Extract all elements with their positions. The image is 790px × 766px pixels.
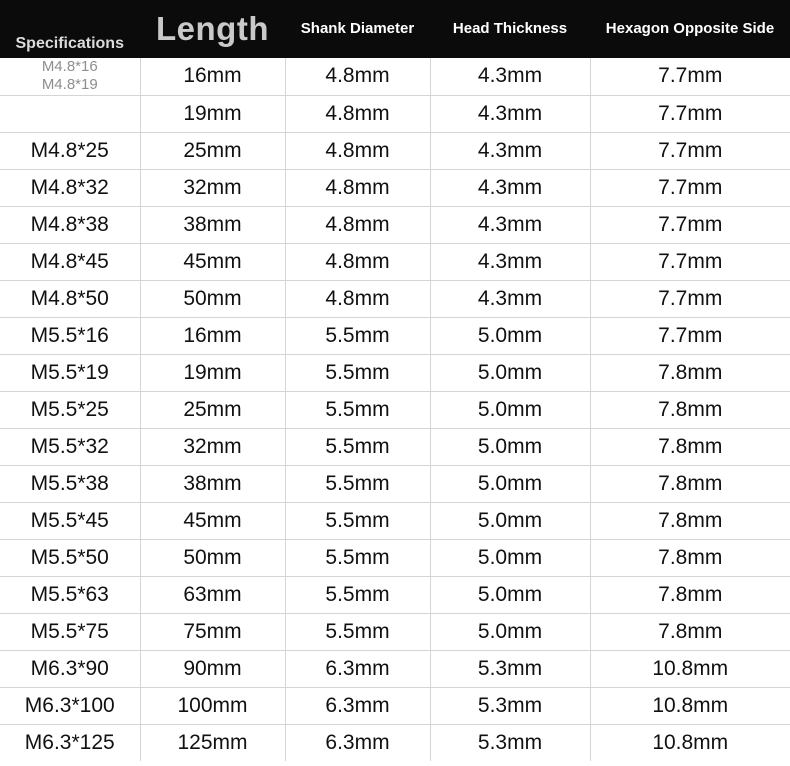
column-header-length: Length [140,0,285,58]
table-row [0,206,790,243]
table-row [0,95,790,132]
cell-length: 38mm [140,465,285,502]
cell-hex: 7.7mm [590,169,790,206]
table-row [0,465,790,502]
cell-length: 50mm [140,280,285,317]
cell-specification: M5.5*45 [0,502,140,539]
table-row [0,613,790,650]
table-row [0,391,790,428]
cell-head: 4.3mm [430,243,590,280]
table-header [0,0,790,58]
cell-hex: 7.8mm [590,391,790,428]
cell-specification: M5.5*19 [0,354,140,391]
cell-specification: M5.5*50 [0,539,140,576]
cell-length: 75mm [140,613,285,650]
cell-shank: 4.8mm [285,206,430,243]
cell-head: 5.0mm [430,539,590,576]
cell-length: 38mm [140,206,285,243]
table-row [0,280,790,317]
cell-hex: 10.8mm [590,687,790,724]
cell-length: 32mm [140,169,285,206]
cell-length: 100mm [140,687,285,724]
cell-shank: 5.5mm [285,613,430,650]
cell-head: 5.3mm [430,650,590,687]
cell-specification: M4.8*38 [0,206,140,243]
cell-shank: 5.5mm [285,502,430,539]
cell-shank: 4.8mm [285,243,430,280]
cell-head: 4.3mm [430,206,590,243]
table-row [0,169,790,206]
cell-specification: M5.5*25 [0,391,140,428]
cell-hex: 7.8mm [590,465,790,502]
cell-shank: 5.5mm [285,576,430,613]
cell-shank: 4.8mm [285,58,430,95]
table-row [0,58,790,95]
cell-hex: 7.8mm [590,613,790,650]
cell-length: 32mm [140,428,285,465]
cell-head: 5.0mm [430,502,590,539]
cell-shank: 6.3mm [285,687,430,724]
cell-shank: 5.5mm [285,317,430,354]
table-row [0,650,790,687]
table-row [0,724,790,761]
hex-line-2: Side [742,19,775,37]
cell-length: 45mm [140,502,285,539]
table-row [0,243,790,280]
stacked-spec-line: M4.8*16 [41,58,98,76]
cell-head: 4.3mm [430,280,590,317]
cell-specification: M4.8*45 [0,243,140,280]
shank-line-2: Diameter [349,19,415,37]
cell-hex: 7.7mm [590,280,790,317]
table-row [0,354,790,391]
cell-hex: 7.7mm [590,243,790,280]
cell-length: 125mm [140,724,285,761]
cell-specification: M6.3*125 [0,724,140,761]
cell-specification [0,58,140,95]
table-row [0,132,790,169]
cell-head: 5.0mm [430,317,590,354]
cell-head: 5.0mm [430,613,590,650]
column-header-shank-diameter [285,0,430,58]
cell-hex: 10.8mm [652,730,729,754]
cell-head: 5.0mm [430,391,590,428]
cell-specification: M4.8*25 [0,132,140,169]
cell-specification: M5.5*63 [0,576,140,613]
stacked-spec-line: M4.8*19 [41,76,98,94]
cell-hex: 7.8mm [590,354,790,391]
cell-length: 16mm [140,317,285,354]
cell-shank: 5.5mm [285,354,430,391]
table-row [0,687,790,724]
cell-head: 5.3mm [430,687,590,724]
cell-hex: 7.7mm [590,317,790,354]
cell-length: 50mm [140,539,285,576]
cell-specification: M5.5*32 [0,428,140,465]
cell-shank: 4.8mm [285,280,430,317]
cell-shank: 6.3mm [285,724,430,761]
column-header-hexagon-opposite-side [590,0,790,58]
table-row [0,539,790,576]
cell-shank: 5.5mm [285,428,430,465]
cell-shank: 4.8mm [285,169,430,206]
cell-head: 5.0mm [430,428,590,465]
cell-head: 4.3mm [430,95,590,132]
cell-head: 4.3mm [430,58,590,95]
cell-length: 16mm [140,58,285,95]
cell-hex: 7.8mm [590,428,790,465]
cell-specification: M5.5*38 [0,465,140,502]
cell-hex: 7.7mm [590,132,790,169]
cell-specification: M5.5*75 [0,613,140,650]
table-row [0,502,790,539]
cell-length: 19mm [140,354,285,391]
cell-length: 25mm [140,391,285,428]
cell-specification: M6.3*90 [0,650,140,687]
cell-hex: 7.8mm [590,502,790,539]
cell-specification: M4.8*50 [0,280,140,317]
table-row [0,428,790,465]
cell-specification: M4.8*32 [0,169,140,206]
cell-hex: 7.8mm [590,539,790,576]
cell-length: 45mm [140,243,285,280]
cell-hex: 7.7mm [590,95,790,132]
cell-specification: M6.3*100 [0,687,140,724]
cell-head: 4.3mm [430,169,590,206]
hex-line-1: Hexagon Opposite [605,19,739,37]
column-header-specifications: Specifications [0,0,140,58]
cell-hex: 10.8mm [590,650,790,687]
cell-length: 19mm [140,95,285,132]
cell-hex: 7.7mm [590,58,790,95]
cell-head: 4.3mm [430,132,590,169]
column-header-head-thickness: Head Thickness [430,0,590,58]
cell-length: 63mm [140,576,285,613]
cell-head: 5.0mm [430,354,590,391]
table-row [0,317,790,354]
header-row [0,0,790,58]
cell-specification [0,95,140,132]
cell-hex: 7.7mm [590,206,790,243]
cell-head: 5.0mm [430,465,590,502]
cell-shank: 5.5mm [285,391,430,428]
cell-shank: 5.5mm [285,465,430,502]
cell-head: 5.3mm [430,724,590,761]
cell-specification: M5.5*16 [0,317,140,354]
cell-shank: 4.8mm [285,95,430,132]
cell-length: 90mm [140,650,285,687]
shank-line-1: Shank [300,19,346,37]
cell-hex: 7.8mm [590,576,790,613]
cell-shank: 6.3mm [285,650,430,687]
cell-head: 5.0mm [430,576,590,613]
cell-length: 25mm [140,132,285,169]
cell-shank: 5.5mm [285,539,430,576]
table-body [0,58,790,761]
table-row [0,576,790,613]
cell-shank: 4.8mm [285,132,430,169]
